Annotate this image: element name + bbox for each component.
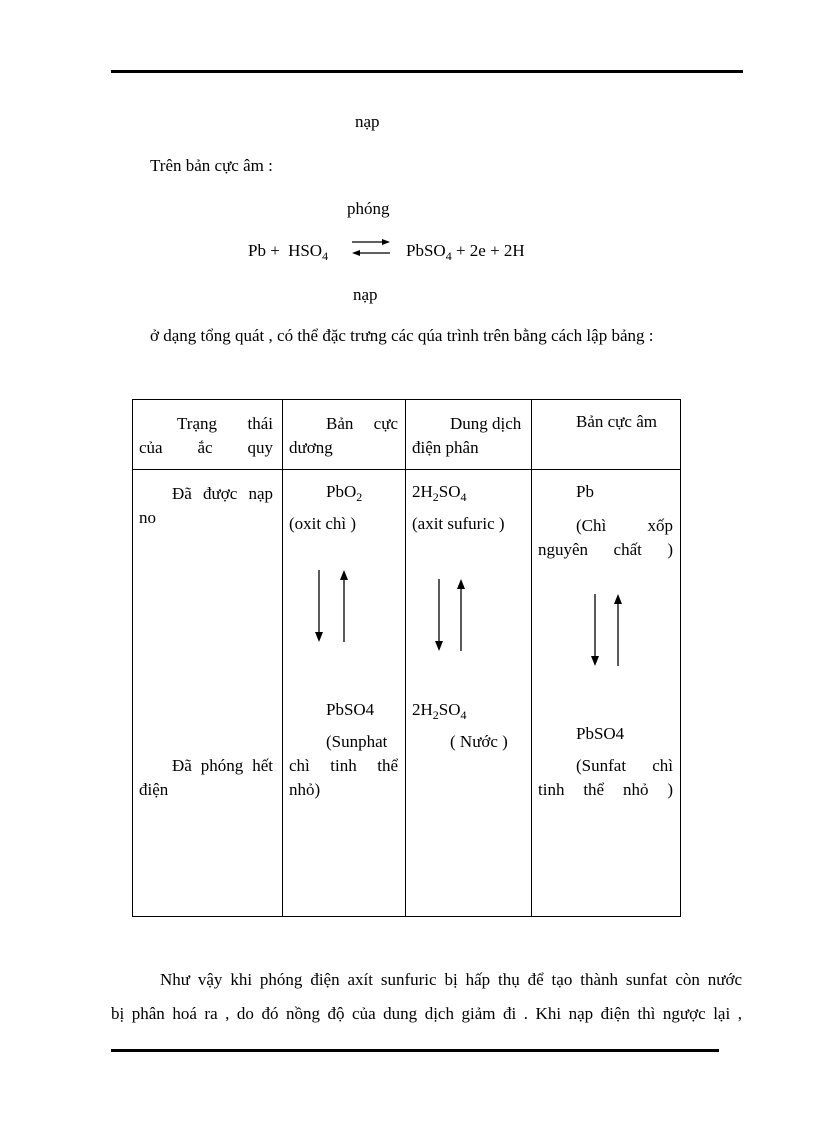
electrolyte-discharged-name: ( Nước ): [450, 732, 508, 751]
equilibrium-arrows-icon: [350, 236, 392, 260]
reactant-plus: +: [270, 241, 280, 260]
state-charged: Đã được nạp no: [139, 484, 273, 527]
electrolyte-column-cell: [406, 470, 532, 917]
h2so4-coef-2: 2H: [412, 700, 433, 719]
header-cell-negative: [532, 400, 681, 470]
h2so4-coef: 2H: [412, 482, 433, 501]
electrolyte-charged-name: (axit sufuric ): [412, 514, 505, 533]
positive-reversible-arrows-icon: [313, 568, 353, 644]
reactant-pb: Pb: [248, 241, 266, 260]
pbo-label: PbO: [326, 482, 357, 501]
positive-discharged-formula: PbSO4: [326, 700, 375, 719]
electrolyte-charged-formula: [412, 482, 467, 502]
negative-reversible-arrows-icon: [589, 592, 629, 668]
h2-subscript: 2: [432, 490, 439, 504]
reaction-products: [406, 241, 525, 261]
header-rule: [111, 70, 743, 73]
header-positive-label: Bản cực dương: [289, 414, 398, 457]
negative-electrode-heading: Trên bản cực âm :: [150, 156, 273, 175]
paragraph-line-1: Như vậy khi phóng điện axít sunfuric bị hấp thụ để tạo thành sunfat còn nước: [160, 970, 742, 989]
battery-state-table: [132, 399, 681, 917]
so4-label: SO: [438, 482, 461, 501]
reactant-hso: HSO: [288, 241, 323, 260]
header-cell-positive: [283, 400, 406, 470]
reaction-label-phong: phóng: [347, 199, 390, 218]
header-negative-label: Bản cực âm: [576, 412, 657, 431]
negative-discharged-formula: PbSO4: [576, 724, 625, 743]
reaction-reactants: [248, 241, 328, 261]
top-equation-label-nap: nạp: [355, 112, 380, 131]
intro-sentence: ở dạng tổng quát , có thể đặc trưng các qúa trình trên bằng cách lập bảng :: [150, 326, 654, 345]
negative-discharged-name: (Sunfat chì tinh thể nhỏ ): [538, 756, 673, 799]
product-rest: + 2e + 2H: [455, 241, 525, 260]
reaction-label-nap: nạp: [353, 285, 378, 304]
negative-charged-name: (Chì xốp nguyên chất ): [538, 516, 673, 559]
positive-charged-name: (oxit chì ): [289, 514, 357, 533]
positive-discharged-name: (Sunphat chì tinh thể nhỏ): [289, 732, 398, 799]
state-discharged: Đã phóng hết điện: [139, 756, 273, 799]
reactant-hso-subscript: 4: [322, 249, 329, 263]
negative-charged-formula: Pb: [576, 482, 594, 501]
footer-rule: [111, 1049, 719, 1052]
so4-label-2: SO: [438, 700, 461, 719]
header-cell-electrolyte: [406, 400, 532, 470]
pbo-subscript: 2: [356, 490, 363, 504]
paragraph-line-2: bị phân hoá ra , do đó nồng độ của dung dịch giảm đi . Khi nạp điện thì ngược lại ,: [111, 1004, 742, 1023]
electrolyte-discharged-formula: [412, 700, 467, 720]
so4-subscript: 4: [460, 490, 467, 504]
product-pbso-subscript: 4: [445, 249, 452, 263]
header-cell-state: [133, 400, 283, 470]
so4-subscript-2: 4: [460, 708, 467, 722]
positive-charged-formula: [326, 482, 362, 502]
h2-subscript-2: 2: [432, 708, 439, 722]
electrolyte-reversible-arrows-icon: [433, 577, 473, 653]
positive-plate-column-cell: [283, 470, 406, 917]
state-column-cell: [133, 470, 283, 917]
negative-plate-column-cell: [532, 470, 681, 917]
product-pbso: PbSO: [406, 241, 446, 260]
header-electrolyte-label: Dung dịch điện phân: [412, 414, 522, 457]
header-state-label: Trạng thái của ắc quy: [139, 414, 273, 457]
